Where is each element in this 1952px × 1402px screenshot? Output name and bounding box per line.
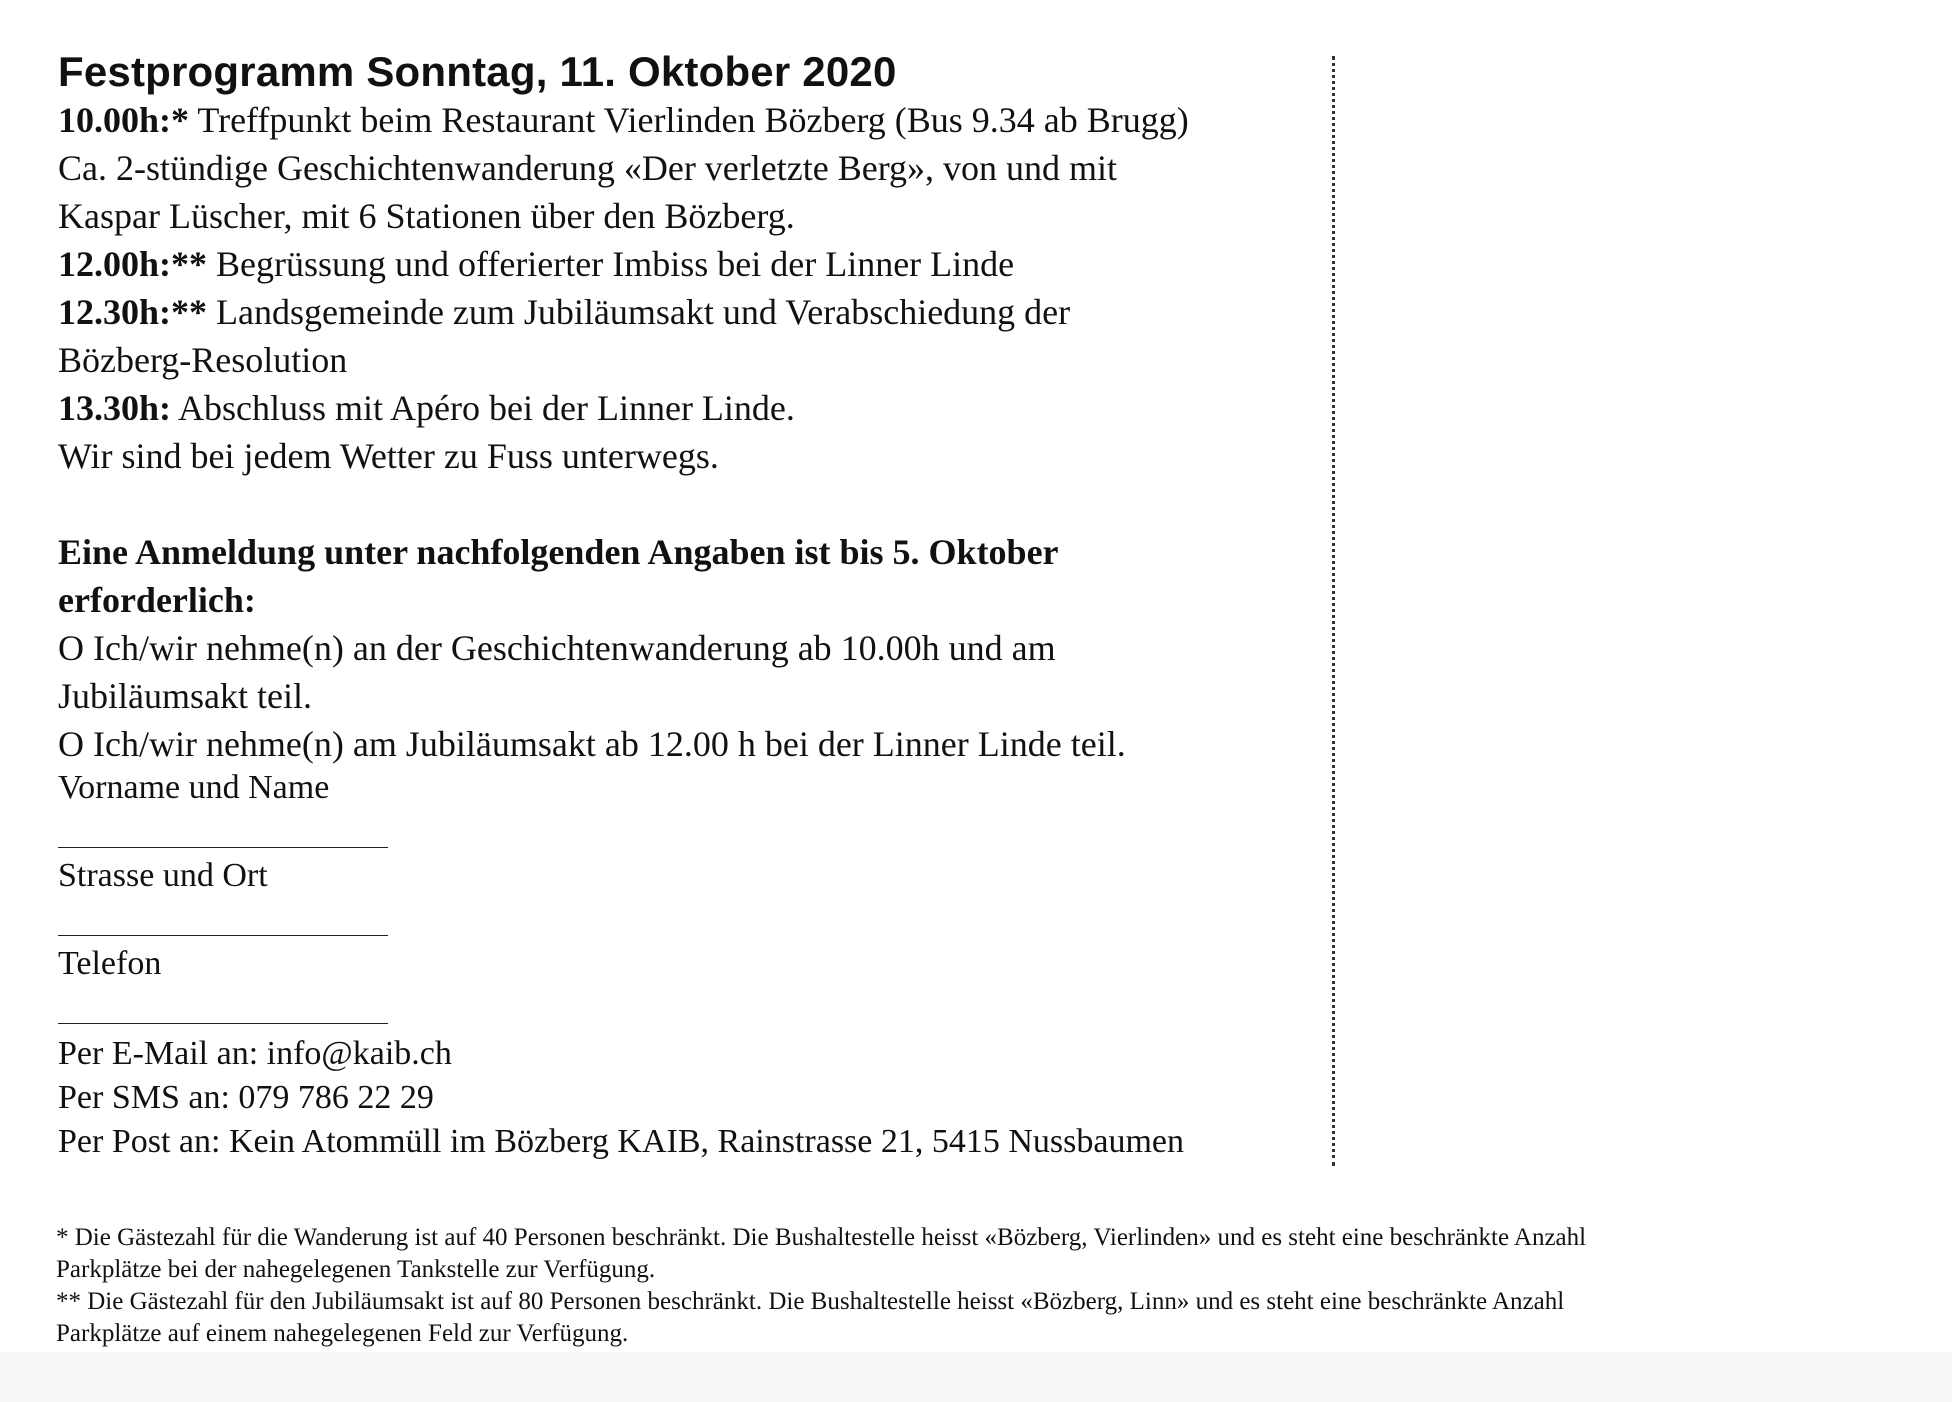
program-time: 12.00h:** (58, 244, 208, 284)
program-line (58, 432, 1298, 480)
footnote-2: ** Die Gästezahl für den Jubiläumsakt ist auf 80 Personen beschränkt. Die Bushaltestelle heisst «Bözberg, Linn» und es steht eine beschränkte Anzahl (56, 1288, 1565, 1315)
contact-sms: Per SMS an: 079 786 22 29 (58, 1079, 434, 1116)
address-label: Strasse und Ort (58, 857, 268, 894)
dotted-divider (1332, 56, 1335, 1166)
program-text: Bözberg-Resolution (58, 340, 348, 380)
phone-label: Telefon (58, 945, 162, 982)
program-text: Ca. 2-stündige Geschichtenwanderung «Der verletzte Berg», von und mit (58, 148, 1118, 188)
spacer (58, 480, 1298, 528)
program-time: 13.30h: (58, 388, 172, 428)
program-line (58, 192, 1298, 240)
main-content (58, 48, 1298, 1164)
option-walk-and-ceremony-cont: Jubiläumsakt teil. (58, 676, 312, 716)
program-text: Kaspar Lüscher, mit 6 Stationen über den Bözberg. (58, 196, 795, 236)
registration-heading: Eine Anmeldung unter nachfolgenden Angaben ist bis 5. Oktober (58, 532, 1059, 572)
registration-section (58, 528, 1298, 1164)
program-line (58, 240, 1298, 288)
phone-field[interactable] (58, 984, 388, 1032)
program-list (58, 96, 1298, 480)
program-line (58, 336, 1298, 384)
program-text: Wir sind bei jedem Wetter zu Fuss unterwegs. (58, 436, 719, 476)
program-line (58, 96, 1298, 144)
program-time: 12.30h:** (58, 292, 208, 332)
bottom-margin (0, 1352, 1952, 1402)
footnote-1: * Die Gästezahl für die Wanderung ist auf 40 Personen beschränkt. Die Bushaltestelle heisst «Bözberg, Vierlinden» und es steht eine beschränkte Anzahl (56, 1224, 1587, 1251)
program-text: Landsgemeinde zum Jubiläumsakt und Verabschiedung der (207, 292, 1071, 332)
registration-heading-cont: erforderlich: (58, 580, 256, 620)
program-line (58, 288, 1298, 336)
footnotes (56, 1222, 1916, 1350)
page-title: Festprogramm Sonntag, 11. Oktober 2020 (58, 48, 897, 95)
program-text: Abschluss mit Apéro bei der Linner Linde. (171, 388, 795, 428)
contact-post: Per Post an: Kein Atommüll im Bözberg KAIB, Rainstrasse 21, 5415 Nussbaumen (58, 1123, 1185, 1160)
option-walk-and-ceremony[interactable]: O Ich/wir nehme(n) an der Geschichtenwanderung ab 10.00h und am (58, 628, 1056, 668)
contact-email: Per E-Mail an: info@kaib.ch (58, 1035, 452, 1072)
name-label: Vorname und Name (58, 769, 330, 806)
address-field[interactable] (58, 896, 388, 944)
program-text: Begrüssung und offerierter Imbiss bei der Linner Linde (207, 244, 1015, 284)
program-time: 10.00h:* (58, 100, 190, 140)
program-text: Treffpunkt beim Restaurant Vierlinden Bözberg (Bus 9.34 ab Brugg) (189, 100, 1189, 140)
footnote-2-cont: Parkplätze auf einem nahegelegenen Feld zur Verfügung. (56, 1320, 629, 1347)
program-line (58, 384, 1298, 432)
program-line (58, 144, 1298, 192)
option-ceremony-only[interactable]: O Ich/wir nehme(n) am Jubiläumsakt ab 12.00 h bei der Linner Linde teil. (58, 724, 1126, 764)
name-field[interactable] (58, 808, 388, 856)
footnote-1-cont: Parkplätze bei der nahegelegenen Tankstelle zur Verfügung. (56, 1256, 656, 1283)
